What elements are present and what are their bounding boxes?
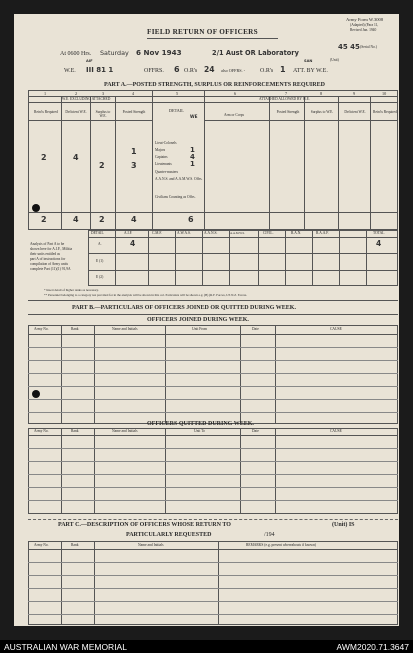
col-head-reinforcements-att: Rein'ts Required (373, 110, 397, 114)
part-a-title: PART A.—POSTED STRENGTH, SURPLUS OR REINFORCEMENTS REQUIRED (104, 82, 325, 88)
col-head-posted-strength-att: Posted Strength (276, 110, 300, 114)
total-posted: 4 (131, 215, 137, 224)
analysis-col-civil: CIVIL. (263, 231, 274, 235)
analysis-total-value: 4 (376, 239, 382, 248)
we-label: W.E. (64, 68, 76, 74)
unit-handwritten: 2/1 Aust OR Laboratory (212, 49, 299, 57)
analysis-note: Analysis of Part A to be shown here for A.I.F., Militia their units entitled as part A of instructions for compilation of Army units complete Part (11)(1) 91,9A (30, 242, 73, 271)
part-c-unit-label: (Unit) IS (332, 522, 355, 528)
quitted-table (28, 428, 398, 514)
att-by-we-label: ATT. BY W.E. (293, 68, 328, 74)
col-number-8: 8 (320, 90, 323, 96)
col-number-6: 6 (234, 90, 237, 96)
we-excluding-attached-header: W.E. EXCLUDING ATTACHED (62, 96, 111, 101)
col-number-4: 4 (132, 90, 135, 96)
col-head-reinforcements: Rein'ts Required (34, 110, 58, 114)
document-title: FIELD RETURN OF OFFICERS (147, 28, 258, 36)
joined-col-unit-from: Unit From (192, 326, 208, 331)
part-c-title: PART C.—DESCRIPTION OF OFFICERS WHOSE RETURN TO (58, 522, 231, 528)
analysis-col-cmf: C.M.F. (152, 231, 162, 235)
joined-col-cause: CAUSE (330, 326, 342, 331)
analysis-col-aans: A.A.N.S. (204, 231, 218, 235)
at-hours-label: At 0600 Hrs. (60, 51, 92, 57)
analysis-aif-value: 4 (130, 239, 136, 248)
part-c-col-army-no: Army No. (34, 542, 49, 547)
total-deficient: 4 (73, 215, 79, 224)
analysis-col-total: TOTAL (373, 231, 385, 235)
rank-quartermasters: Quarter-masters (155, 170, 179, 174)
col-head-deficient-att: Deficient W.E. (344, 110, 366, 114)
col-number-7: 7 (285, 90, 288, 96)
col-head-surplus-att: Surplus to W.E. (310, 110, 334, 114)
attached-allowed-header: ATTACHED ALLOWED BY W.E. (259, 96, 310, 101)
part-b-title: PART B.—PARTICULARS OF OFFICERS JOINED OR QUITTED DURING WEEK. (72, 305, 296, 311)
or2-handwritten: 1 (280, 65, 286, 74)
quitted-col-name: Name and Initials (112, 429, 138, 433)
rank-majors-hw: 1 (190, 146, 195, 154)
analysis-row-e1: E (1) (96, 259, 104, 263)
part-c-date-label: /194 (264, 532, 275, 538)
analysis-col-aif: A.I.F. (124, 231, 133, 235)
value-posted-bottom: 3 (131, 161, 137, 170)
punch-hole-bottom (32, 390, 40, 398)
total-detail: 6 (188, 215, 194, 224)
col-number-9: 9 (353, 90, 356, 96)
form-reference-line2: (Adapted) (Para 11, (350, 23, 379, 27)
att-superscript-handwritten: SAN (304, 59, 313, 63)
quitted-col-rank: Rank (71, 429, 79, 433)
archive-footer (0, 640, 413, 653)
quitted-col-cause: CAUSE (330, 429, 342, 433)
joined-title: OFFICERS JOINED DURING WEEK. (147, 317, 249, 323)
total-surplus: 2 (99, 215, 105, 224)
total-reinforcements: 2 (41, 215, 47, 224)
analysis-row-a: A. (98, 242, 102, 246)
or-label: O.R's (184, 68, 198, 74)
col-head-deficient: Deficient W.E. (65, 110, 87, 114)
rank-lieutenants: Lieutenants (155, 162, 172, 166)
col-head-posted-strength: Posted Strength (122, 110, 146, 114)
joined-col-army-no: Army No. (34, 326, 49, 331)
quitted-col-unit-to: Unit To (194, 429, 205, 433)
day-handwritten: Saturday (100, 49, 129, 57)
offrs-label: OFFRS. (144, 68, 164, 74)
rank-civilians: Civilians Counting as Offrs. (155, 195, 196, 199)
part-c-title-2: PARTICULARLY REQUESTED (126, 532, 212, 538)
col-number-10: 10 (382, 90, 387, 96)
analysis-col-aamws: A.A.M.W.S. (230, 231, 245, 235)
rank-captains: Captains (155, 155, 168, 159)
value-posted-top: 1 (131, 147, 137, 156)
value-reinforcements: 2 (41, 153, 47, 162)
joined-col-date: Date (252, 326, 259, 331)
serial-handwritten: 45 45 (338, 43, 360, 51)
punch-hole-top (32, 204, 40, 212)
footnote-2: ** Personnel belonging to a category not provided for in the analysis will be shown in this col. Particulars will be shown e.g. (B) (R.F. Forces, US N.Z. Forces. (44, 293, 248, 297)
rank-majors: Majors (155, 148, 166, 152)
part-c-col-name: Name and Initials (138, 542, 164, 547)
joined-col-name: Name and Initials (112, 326, 138, 331)
archive-reference: AWM2020.71.3647 (336, 642, 409, 652)
form-reference-line3: Revised Jan. 1940 (350, 28, 377, 32)
col-head-surplus: Surplus to W.E. (95, 110, 111, 118)
col-number-5: 5 (176, 90, 179, 96)
part-c-table (28, 541, 398, 625)
analysis-col-awas: A.W.A.S. (177, 231, 191, 235)
joined-table (28, 325, 398, 424)
detail-header: DETAIL (169, 108, 184, 113)
detail-handwritten: WE (190, 114, 198, 119)
analysis-row-e2: E (2) (96, 275, 104, 279)
we-superscript-handwritten: AIF (86, 59, 93, 63)
archive-name: AUSTRALIAN WAR MEMORIAL (4, 642, 127, 652)
rank-lieut-colonels: Lieut-Colonels (155, 141, 177, 145)
quitted-title: OFFICERS QUITTED DURING WEEK. (147, 421, 254, 427)
rank-captains-hw: 4 (190, 153, 195, 161)
or-handwritten: 24 (204, 65, 215, 74)
we-handwritten: III 81 1 (86, 66, 114, 74)
part-c-col-rank: Rank (71, 542, 79, 547)
analysis-col-ran: R.A.N. (291, 231, 302, 235)
or2-label: O.R's (260, 68, 274, 74)
col-number-1: 1 (44, 90, 47, 96)
joined-col-rank: Rank (71, 326, 79, 331)
value-deficient: 4 (73, 153, 79, 162)
rank-aans: A.A.N.S. and A.A.M.W.S. Offrs. (155, 177, 203, 181)
unit-label: (Unit) (330, 58, 339, 62)
title-underline (147, 38, 278, 39)
also-offrs-label: also OFFRS. - (221, 68, 246, 73)
date-handwritten: 6 Nov 1943 (136, 48, 182, 57)
part-c-col-remarks: REMARKS (e.g. present whereabouts if known) (246, 542, 316, 547)
quitted-col-army-no: Army No. (34, 429, 49, 433)
col-number-3: 3 (102, 90, 105, 96)
serial-label: (Serial No.) (360, 45, 377, 49)
form-reference: Army Form W.3008 (346, 17, 384, 22)
value-surplus: 2 (99, 161, 105, 170)
offrs-handwritten: 6 (174, 65, 180, 74)
document-page (14, 14, 399, 626)
analysis-col-detail: DETAIL (91, 231, 104, 235)
col-number-2: 2 (75, 90, 78, 96)
rank-lieutenants-hw: 1 (190, 160, 195, 168)
quitted-col-date: Date (252, 429, 259, 433)
analysis-col-raaf: R.A.A.F. (316, 231, 329, 235)
col-head-arm-corps: Arm or Corps (224, 113, 244, 117)
footnote-1: * Insert detail of higher ranks as necessary. (44, 288, 99, 292)
